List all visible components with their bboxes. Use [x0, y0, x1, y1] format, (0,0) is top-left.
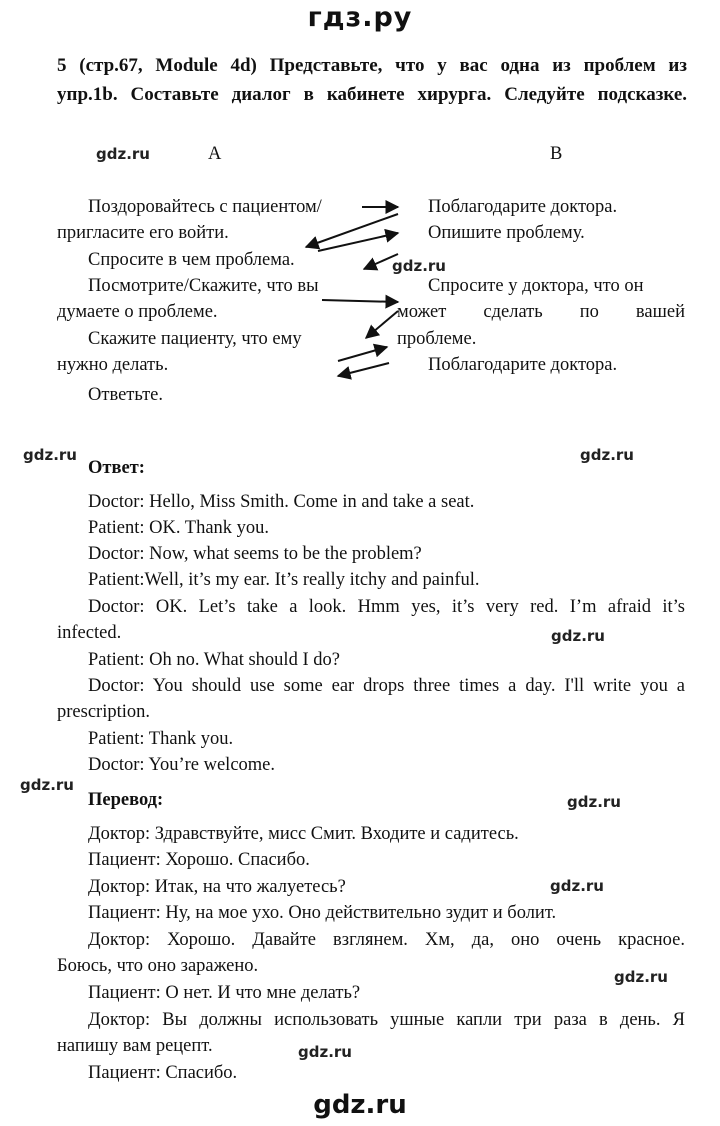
- column-b-label: B: [550, 144, 563, 164]
- scheme-a-line: пригласите его войти.: [57, 223, 229, 243]
- translation-line: Пациент: Ну, на мое ухо. Оно действительно зудит и болит.: [88, 903, 557, 923]
- answer-line: infected.: [57, 623, 122, 643]
- translation-line: Доктор: Здравствуйте, мисс Смит. Входите и садитесь.: [88, 824, 519, 844]
- answer-line: Doctor: OK. Let’s take a look. Hmm yes, it’s very red. I’m afraid it’s: [88, 597, 685, 617]
- task-line-2: упр.1b. Составьте диалог в кабинете хирурга. Следуйте подсказке.: [57, 84, 687, 105]
- translation-line: Пациент: Спасибо.: [88, 1063, 238, 1083]
- answer-line: Patient: OK. Thank you.: [88, 518, 270, 538]
- scheme-b-line: Поблагодарите доктора.: [428, 355, 618, 375]
- answer-line: Doctor: You’re welcome.: [88, 755, 276, 775]
- arrow-b-to-a: [306, 214, 398, 247]
- answer-line: Doctor: You should use some ear drops three times a day. I'll write you a: [88, 676, 685, 696]
- arrow-a-to-b: [338, 347, 387, 361]
- watermark: gdz.ru: [614, 968, 668, 986]
- answer-line: Patient:Well, it’s my ear. It’s really itchy and painful.: [88, 570, 480, 590]
- answer-line: Doctor: Now, what seems to be the problem?: [88, 544, 422, 564]
- watermark: gdz.ru: [96, 145, 150, 163]
- watermark: gdz.ru: [298, 1043, 352, 1061]
- watermark: gdz.ru: [567, 793, 621, 811]
- arrow-b-to-a: [338, 363, 389, 376]
- arrow-b-to-a: [364, 254, 398, 269]
- answer-line: prescription.: [57, 702, 150, 722]
- watermark: gdz.ru: [550, 877, 604, 895]
- arrow-a-to-b: [322, 300, 398, 302]
- scheme-b-line: Спросите у доктора, что он: [428, 276, 644, 296]
- translation-line: Доктор: Вы должны использовать ушные капли три раза в день. Я: [88, 1010, 685, 1030]
- arrow-b-to-a: [366, 311, 398, 338]
- scheme-a-line: Спросите в чем проблема.: [88, 250, 295, 270]
- answer-line: Patient: Thank you.: [88, 729, 234, 749]
- translation-heading: Перевод:: [88, 790, 164, 810]
- watermark: gdz.ru: [392, 257, 446, 275]
- translation-line: Боюсь, что оно заражено.: [57, 956, 259, 976]
- translation-line: Пациент: Хорошо. Спасибо.: [88, 850, 310, 870]
- scheme-b-line: Поблагодарите доктора.: [428, 197, 618, 217]
- answer-heading: Ответ:: [88, 458, 145, 478]
- watermark: gdz.ru: [20, 776, 74, 794]
- answer-line: Doctor: Hello, Miss Smith. Come in and take a seat.: [88, 492, 475, 512]
- translation-line: напишу вам рецепт.: [57, 1036, 213, 1056]
- answer-line: Patient: Oh no. What should I do?: [88, 650, 340, 670]
- task-line-1: 5 (стр.67, Module 4d) Представьте, что у вас одна из проблем из: [57, 55, 687, 76]
- scheme-b-line: проблеме.: [397, 329, 477, 349]
- translation-line: Доктор: Итак, на что жалуетесь?: [88, 877, 346, 897]
- watermark: gdz.ru: [580, 446, 634, 464]
- scheme-a-line: Скажите пациенту, что ему: [88, 329, 302, 349]
- watermark: gdz.ru: [551, 627, 605, 645]
- scheme-a-line: думаете о проблеме.: [57, 302, 218, 322]
- column-a-label: A: [208, 144, 222, 164]
- scheme-b-line: может сделать по вашей: [397, 302, 685, 322]
- scheme-a-line: Посмотрите/Скажите, что вы: [88, 276, 319, 296]
- arrow-a-to-b: [318, 233, 398, 251]
- scheme-a-line: нужно делать.: [57, 355, 169, 375]
- scheme-b-line: Опишите проблему.: [428, 223, 585, 243]
- site-footer: gdz.ru: [313, 1090, 407, 1120]
- translation-line: Пациент: О нет. И что мне делать?: [88, 983, 361, 1003]
- scheme-a-line: Поздоровайтесь с пациентом/: [88, 197, 322, 217]
- watermark: gdz.ru: [23, 446, 77, 464]
- site-header: гдз.ру: [307, 2, 413, 33]
- scheme-a-line: Ответьте.: [88, 385, 164, 405]
- translation-line: Доктор: Хорошо. Давайте взглянем. Хм, да, оно очень красное.: [88, 930, 685, 950]
